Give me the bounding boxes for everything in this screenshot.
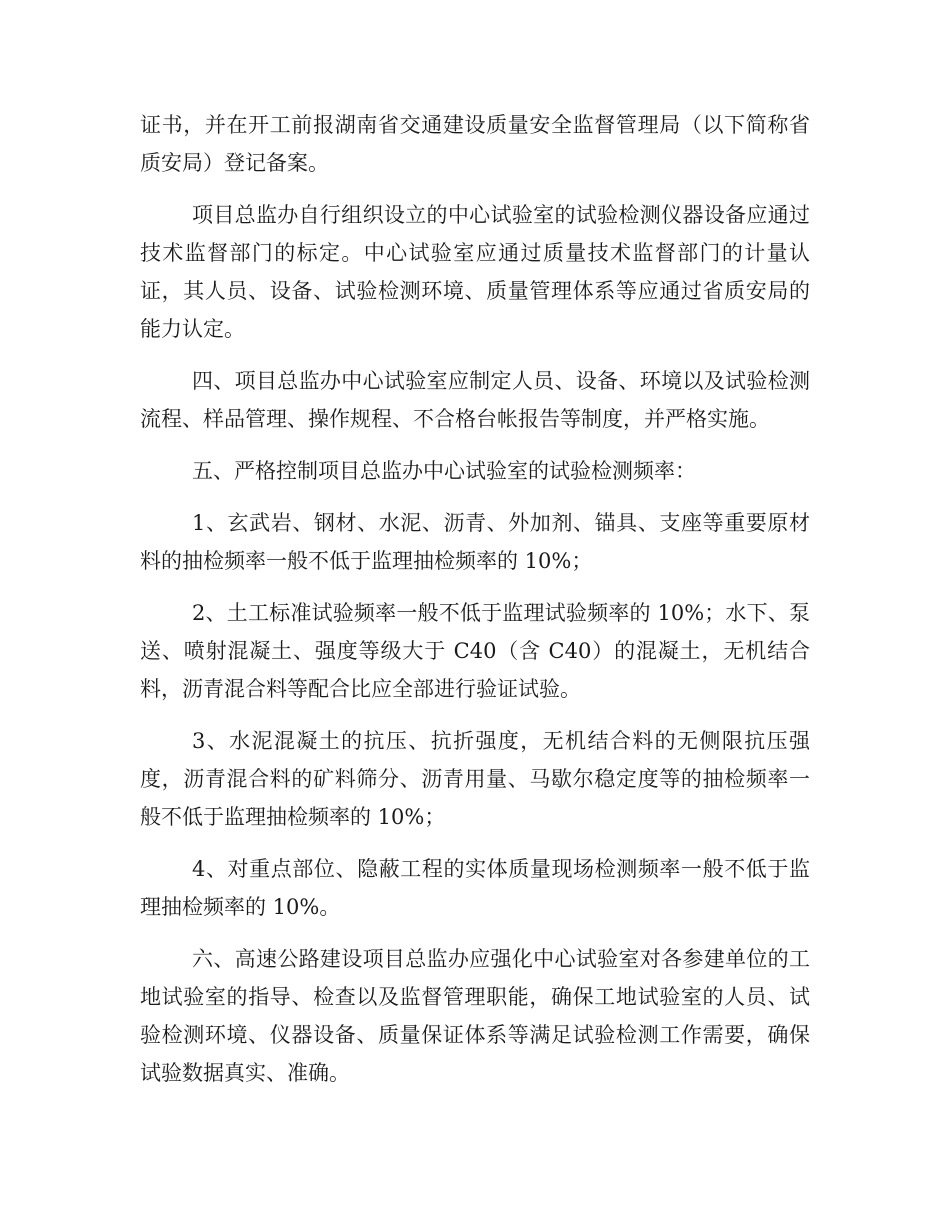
paragraph-subitem-2: 2、土工标准试验频率一般不低于监理试验频率的 10%；水下、泵送、喷射混凝土、强度等级大于 C40（含 C40）的混凝土，无机结合料，沥青混合料等配合比应全部进行验证试验。 — [140, 601, 810, 701]
paragraph-subitem-4: 4、对重点部位、隐蔽工程的实体质量现场检测频率一般不低于监理抽检频率的 10%。 — [140, 857, 810, 919]
document-body — [140, 106, 810, 1106]
paragraph-continuation: 证书，并在开工前报湖南省交通建设质量安全监督管理局（以下简称省质安局）登记备案。 — [140, 113, 810, 175]
paragraph-item-5: 五、严格控制项目总监办中心试验室的试验检测频率： — [192, 459, 696, 483]
paragraph-subitem-1: 1、玄武岩、钢材、水泥、沥青、外加剂、锚具、支座等重要原材料的抽检频率一般不低于监理抽检频率的 10%； — [140, 511, 810, 573]
paragraph-central-lab-setup: 项目总监办自行组织设立的中心试验室的试验检测仪器设备应通过技术监督部门的标定。中心试验室应通过质量技术监督部门的计量认证，其人员、设备、试验检测环境、质量管理体系等应通过省质安局的能力认定。 — [140, 203, 810, 341]
paragraph-item-4: 四、项目总监办中心试验室应制定人员、设备、环境以及试验检测流程、样品管理、操作规程、不合格台帐报告等制度，并严格实施。 — [140, 369, 810, 431]
paragraph-subitem-3: 3、水泥混凝土的抗压、抗折强度，无机结合料的无侧限抗压强度，沥青混合料的矿料筛分、沥青用量、马歇尔稳定度等的抽检频率一般不低于监理抽检频率的 10%； — [140, 729, 810, 829]
paragraph-item-6: 六、高速公路建设项目总监办应强化中心试验室对各参建单位的工地试验室的指导、检查以及监督管理职能，确保工地试验室的人员、试验检测环境、仪器设备、质量保证体系等满足试验检测工作需要，确保试验数据真实、准确。 — [140, 947, 810, 1085]
